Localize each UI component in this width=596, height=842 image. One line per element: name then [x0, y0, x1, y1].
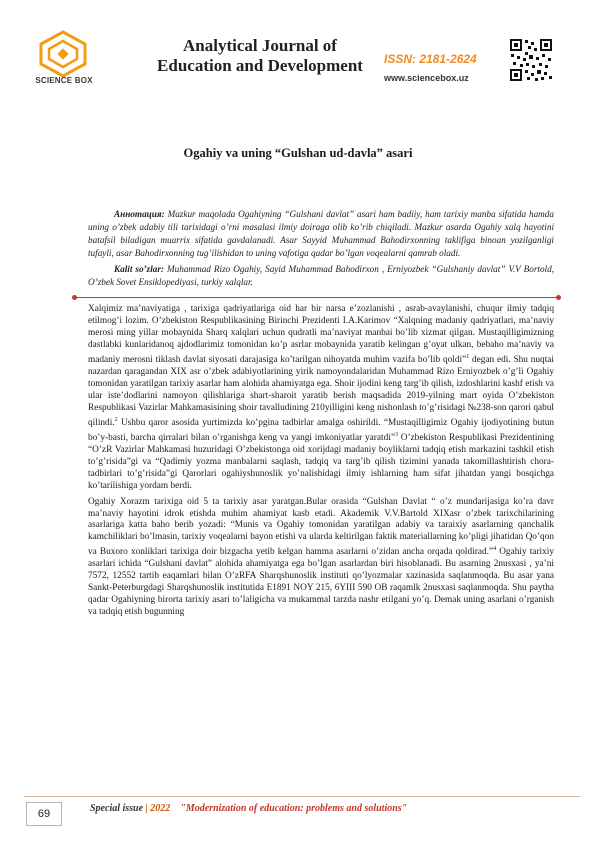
- abstract: [88, 208, 554, 260]
- divider-dot-right: [556, 295, 561, 300]
- abstract-label: Аннотация:: [114, 209, 165, 219]
- abstract-text: Mazkur maqolada Ogahiyning “Gulshani davlat” asari ham badiiy, ham tarixiy manba sifatida hamda uning o’zbek adabiy tili tarixidagi o’rni masalasi ilmiy doiraga olib ko’rib chiqiladi. Mazkur asarda Ogahiy xalq hayotini batafsil biladigan muarrix sifatida gavdalanadi. Asar Sayyid Muhammad Bahodirxonning taklifiga binoan yozilganligi tufayli, asar Bahodirxonning tug’ilishidan to uning vafotiga qadar bo’lgan voqealarni qamrab oladi.: [88, 209, 554, 258]
- issn: ISSN: 2181-2624: [384, 52, 477, 66]
- logo-text: SCIENCE BOX: [35, 76, 93, 85]
- article-body: [88, 304, 554, 623]
- page-number: 69: [26, 802, 62, 826]
- body-text: Ogahiy Xorazm tarixiga oid 5 ta tarixiy asar yaratgan.Bular orasida “Gulshan Davlat “ o’z mundarijasiga ko’ra davr ma’naviy hayotini idrok etishda muhim ahamiyat kasb etadi. Akademik V.V.Bartold XIXasr o’zbek tarixchilarining asarlariga katta baho berib yozadi: “Munis va Ogahiy tomonidan yaratilgan adabiy va taraixiy asarlarning qanchalik kamchiliklari bo’lmasin, tarixiy voqealarni bayon etishi va ularda keltirilgan faktik materiallarning ko’pligi jihatidan Qo’qon va Buxoro xonliklari tarixiga doir bizgacha yetib kelgan hamma asarlarni o’zidan ancha orqada qoldirad.”: [88, 496, 554, 558]
- conference-title: "Modernization of education: problems and solutions": [180, 803, 408, 814]
- body-text: Ogahiy tarixiy asarlari ichida “Gulshani davlat” alohida ahamiyatga ega bo’lgan asarlardan biri hisoblanadi. Bu asarning 2nusxasi , ya’ni 7572, 12552 tartib eaqamlari bilan O’zRFA Sharqshunoslik instituti qo’lyozmalar xazinasida saqlanmoqda. Bu asar yana Sankt-Peterburgdagi Sharqshunoslik institutida E1891 NOY 215, 6YIII 590 OB raqamlk 2nusxasi saqlanmoqda. Shu paytha qadar Ogahiyning birorta tarixiy asari to’laligicha va mukammal tarzda nashr etilgani yo’q. Demak uning asarlani o’rganish va tadqiq etish bugunning: [88, 547, 554, 618]
- body-paragraph-2: [88, 497, 554, 620]
- special-issue-label: Special issue: [90, 803, 144, 814]
- keywords: [88, 263, 554, 289]
- qr-code-icon: [509, 38, 553, 82]
- article-title: Ogahiy va uning “Gulshan ud-davla” asari: [183, 146, 413, 160]
- footer-year: 2022: [150, 803, 171, 814]
- footer-separator: |: [143, 803, 151, 814]
- footer-caption: [90, 803, 407, 814]
- body-text: Ushbu qaror asosida yurtimizda ko’pgina tadbirlar amalga oshirildi. “Mustaqilligimiz Ogahiy ijodiyotining butun bo’y-basti, barcha qirralari bilan o’rganishga keng va yangi imkoniyatlar yaratdi”: [88, 417, 554, 443]
- footnote-ref[interactable]: 2: [114, 416, 118, 423]
- keywords-label: Kalit so’zlar:: [114, 264, 164, 274]
- footnote-ref[interactable]: 4: [493, 546, 497, 553]
- footer-divider: [24, 796, 580, 797]
- body-text: O’zbekiston Respublikasi Prezidentining “O’zR Vazirlar Mahkamasi huzuridagi O’zbekistonga oid xorijdagi madaniy boyliklarni tadqiq etish markazini tashkil etish to’g’risida”gi va “Qadimiy yozma manbalarni saqlash, tadqiq va targ’ib qilish tizimini yanada takomillashtirish chora-tadbirlari to’g’risida”gi Qarorlari ogahiyshunoslik yo’nalishidagi ilmiy ishlarning ham sifat jihatdan yangi bosqichga ko’tarilishiga yordam berdi.: [88, 432, 554, 491]
- page-header: [0, 0, 596, 100]
- body-paragraph-1: [88, 304, 554, 493]
- footnote-ref[interactable]: 3: [394, 431, 398, 438]
- body-text: Xalqimiz ma’naviyatiga , tarixiga qadriyatlariga oid har bir narsa e’zozlanishi , asrab-avaylanishi, chuqur ilmiy tadqiq etilmog’i lozim. O’zbekiston Respublikasining Birinchi Prezidenti I.A.Karimov “Xalqning madaniy qadriyatlari, ma’naviy merosi ming yillar mobaynida Sharq xalqlari uchun qudratli ma’naviyat manbai bo’lib xizmat qilgan. Mustaqilligimizning dastlabki kunlaridanoq ajdodlarimiz tomonidan ko’p asrlar mobaynida yaratib kelingan g’oyat ulkan, bebaho ma’naviy va madaniy merosni tiklash davlat siyosati darajasiga ko’tarilgan nihoyatda muhim vazifa bo’lib qoldi”: [88, 304, 554, 365]
- journal-title: [150, 36, 370, 76]
- section-divider: [75, 297, 559, 298]
- website: www.sciencebox.uz: [384, 73, 469, 83]
- journal-title-line2: Education and Development: [157, 56, 363, 75]
- abstract-block: [88, 208, 554, 289]
- journal-title-line1: Analytical Journal of: [183, 36, 337, 55]
- footnote-ref[interactable]: 1: [466, 353, 470, 360]
- science-box-logo-icon: [38, 30, 88, 78]
- keywords-text: Muhammad Rizo Ogahiy, Sayid Muhammad Bahodirxon , Erniyozbek “Gulshaniy davlat” V.V Bortold, O’zbek Sovet Ensiklopediyasi, turkiy xalqlar.: [88, 264, 554, 287]
- body-text: degan edi. Shu nuqtai nazardan qaragandan XIX asr o’zbek adabiyotlarining yirik namoyondalaridan Muhammad Rizo Erniyozbek o’g’li Ogahiy tomonidan yaratilgan tarixiy asarlar ham alohida ahamiyatga ega. Shoir ijodini keng targ’ib qilish, izdoshlarini kashf etish va ular iste’dodlarini namoyon qilishlariga shart-sharoit yaratib berish maqsadida 2019-yilning mart oyida O’zbekiston Respublikasi Vazirlar Mahkamasisining shoir tavalludining 210yilligini keng nishonlash to’g’risidagi №238-son qarori qabul qilindi.: [88, 354, 554, 428]
